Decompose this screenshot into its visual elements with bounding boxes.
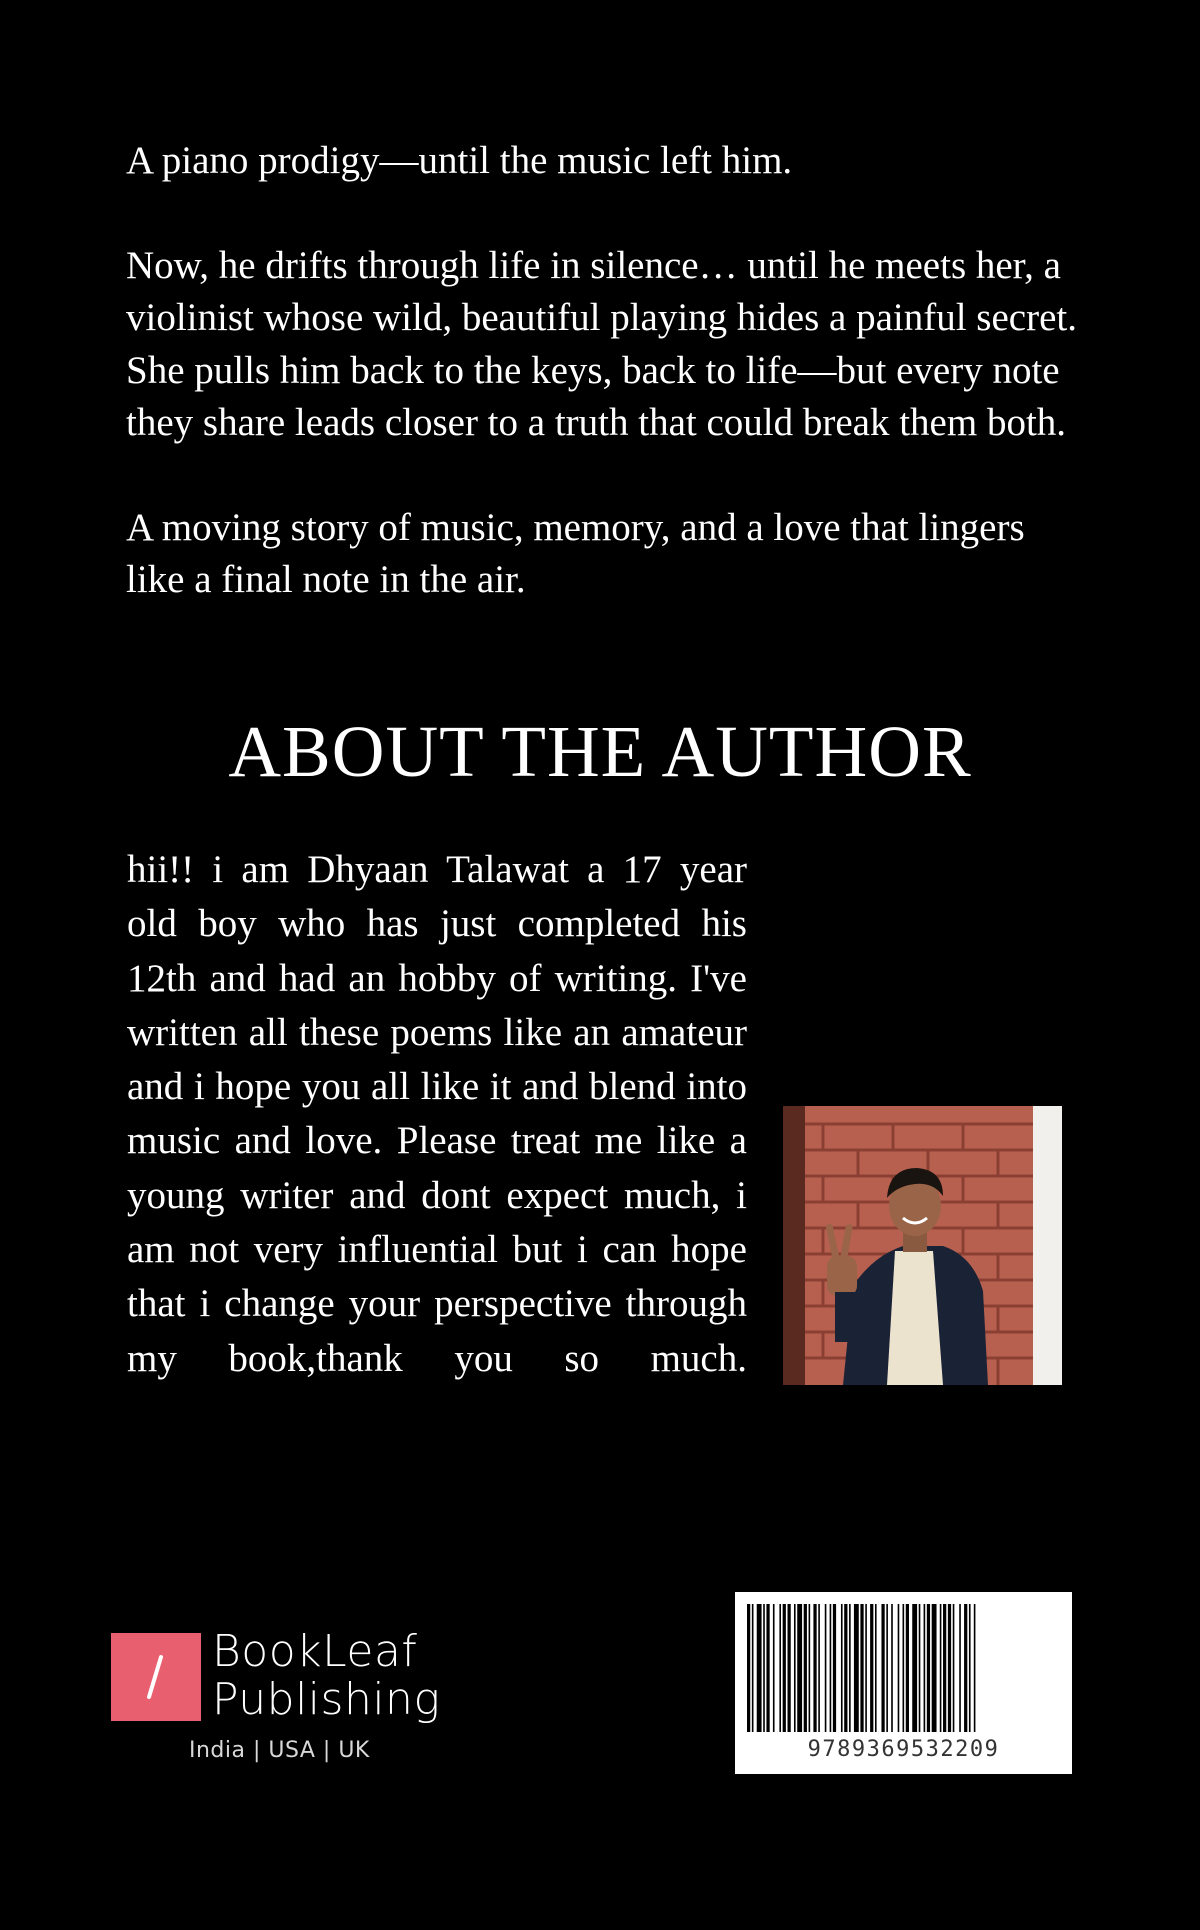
publisher-regions: India | USA | UK <box>189 1738 370 1763</box>
blurb-paragraph-1: A piano prodigy—until the music left him. <box>126 139 793 182</box>
isbn-number: 9789369532209 <box>807 1737 1000 1762</box>
blurb-paragraph-3: A moving story of music, memory, and a love that lingers like a final note in the air. <box>126 505 1025 601</box>
publisher-name <box>212 1628 440 1724</box>
blurb-paragraph-2: Now, he drifts through life in silence… until he meets her, a violinist whose wild, beautiful playing hides a painful secret. She pulls him back to the keys, back to life—but every note they share leads closer to a truth that could break them both. <box>126 243 1077 444</box>
bookleaf-publishing-logo <box>111 1628 471 1768</box>
isbn-barcode <box>735 1592 1072 1774</box>
author-bio: hii!! i am Dhyaan Talawat a 17 year old boy who has just completed his 12th and had an hobby of writing. I've written all these poems like an amateur and i hope you all like it and blend into music and love. Please treat me like a young writer and dont expect much, i am not very influential but i can hope that i change your perspective through my book,thank you so much. <box>127 848 747 1380</box>
slash-logo-icon <box>111 1633 201 1721</box>
author-photo <box>783 1106 1062 1385</box>
back-cover-blurb <box>126 135 1086 659</box>
publisher-name-line-1: BookLeaf <box>212 1626 418 1677</box>
about-author-heading: ABOUT THE AUTHOR <box>228 711 972 792</box>
publisher-name-line-2: Publishing <box>212 1674 441 1725</box>
